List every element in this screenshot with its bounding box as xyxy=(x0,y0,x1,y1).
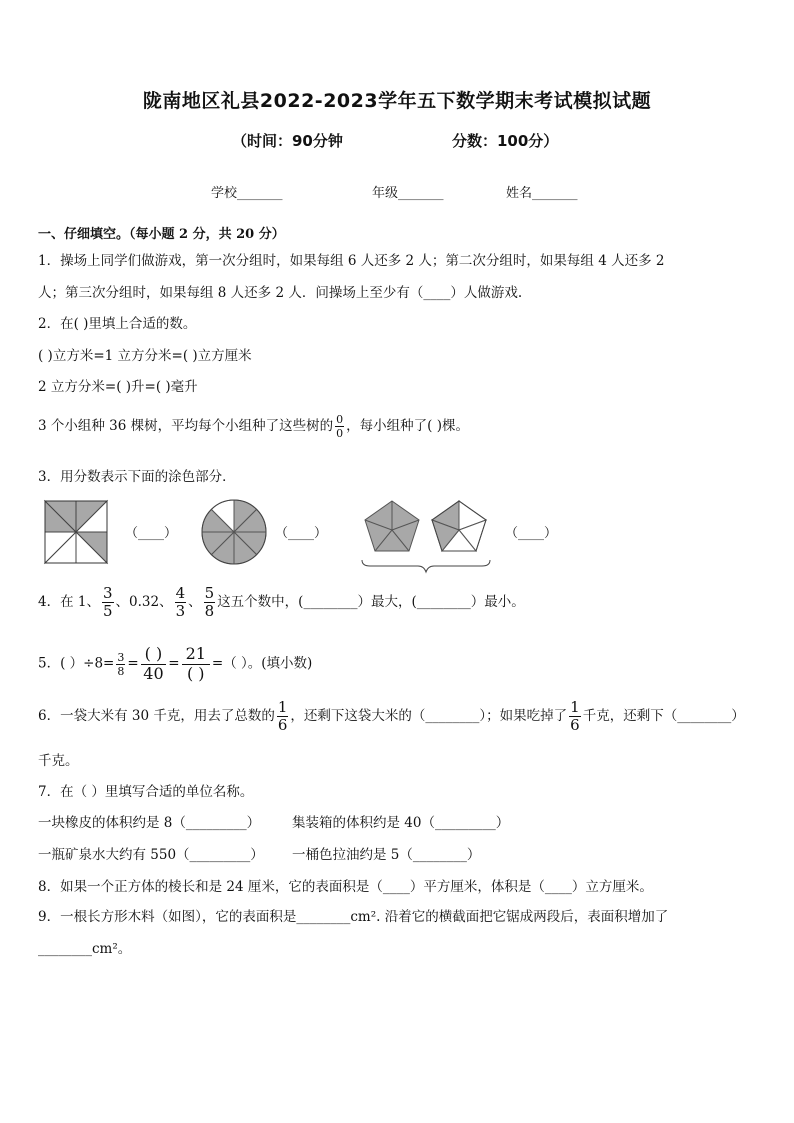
question-2-line-3: 2 立方分米=( )升=( )毫升 xyxy=(38,379,198,395)
q5-text-pre: 5．( ）÷8= xyxy=(38,655,115,672)
fraction-denominator: 0 xyxy=(336,427,344,440)
q4-fraction-2 xyxy=(175,586,187,619)
fraction-numerator: 3 xyxy=(102,584,113,602)
fraction-denominator: 8 xyxy=(204,602,215,620)
question-7-item-b: 集装箱的体积约是 40（_________） xyxy=(292,815,510,831)
question-2-line-4 xyxy=(38,414,469,439)
square-figure xyxy=(45,501,107,563)
name-field[interactable]: 姓名_______ xyxy=(506,186,578,201)
question-6-line-2: 千克。 xyxy=(38,753,79,769)
question-2-line-2: ( )立方米=1 立方分米=( )立方厘米 xyxy=(38,348,252,364)
fraction-denominator: 6 xyxy=(570,716,580,734)
fraction-numerator: 4 xyxy=(175,584,186,602)
q5-equals-2: = xyxy=(168,655,180,672)
q3-blank-1: （____） xyxy=(125,526,178,541)
fraction-denominator: 6 xyxy=(277,716,288,734)
question-6-line-1 xyxy=(38,700,745,733)
q4-text-pre: 4．在 1、 xyxy=(38,594,100,610)
question-7-item-a: 一块橡皮的体积约是 8（_________） xyxy=(38,815,261,831)
q3-blank-3: （____） xyxy=(505,526,558,541)
question-3-figures xyxy=(38,494,778,574)
q5-text-post: =（ ）。(填小数) xyxy=(211,655,313,672)
fraction-numerator: 3 xyxy=(117,650,125,664)
question-1-line-2: 人；第三次分组时，如果每组 8 人还多 2 人．问操场上至少有（____）人做游戏. xyxy=(38,285,523,301)
circle-figure xyxy=(202,500,266,564)
question-5 xyxy=(38,646,312,682)
q5-fraction-3 xyxy=(182,646,210,682)
q5-fraction-2 xyxy=(141,646,167,682)
q4-text-mid-2: 、 xyxy=(188,594,202,610)
q5-equals-1: = xyxy=(127,655,139,672)
question-9-line-2: ________cm²。 xyxy=(38,941,132,957)
fraction-numerator: 21 xyxy=(182,646,210,665)
fraction-denominator: 8 xyxy=(117,664,125,678)
q2-text-post: ，每小组种了( )棵。 xyxy=(346,418,469,434)
q4-text-mid-1: 、0.32、 xyxy=(115,594,173,610)
q2-text-pre: 3 个小组种 36 棵树，平均每个小组种了这些树的 xyxy=(38,418,334,434)
fraction-denominator: 40 xyxy=(143,664,164,683)
q6-text-pre: 6．一袋大米有 30 千克，用去了总数的 xyxy=(38,708,275,724)
q4-fraction-3 xyxy=(204,586,216,619)
q4-text-post: 这五个数中，(________）最大，(________）最小。 xyxy=(217,594,525,610)
question-7-item-d: 一桶色拉油约是 5（________） xyxy=(292,847,481,863)
fraction-numerator: 5 xyxy=(204,584,215,602)
school-field[interactable]: 学校_______ xyxy=(211,186,283,201)
question-1-line-1: 1．操场上同学们做游戏，第一次分组时，如果每组 6 人还多 2 人；第二次分组时，如果每组 4 人还多 2 xyxy=(38,253,665,269)
brace-mark xyxy=(362,560,490,572)
fraction-numerator: 0 xyxy=(336,413,344,426)
grade-field[interactable]: 年级_______ xyxy=(372,186,444,201)
question-2-line-1: 2．在( )里填上合适的数。 xyxy=(38,316,197,332)
fraction-denominator: 5 xyxy=(102,602,113,620)
q3-blank-2: （____） xyxy=(275,526,328,541)
q6-text-post: 千克，还剩下（________） xyxy=(582,708,745,724)
fraction-numerator: 1 xyxy=(277,698,288,716)
q4-fraction-1 xyxy=(102,586,114,619)
question-9-line-1: 9．一根长方形木料（如图），它的表面积是________cm². 沿着它的横截面把它锯成两段后，表面积增加了 xyxy=(38,909,669,925)
pentagon-figure-1 xyxy=(365,501,419,551)
page-title: 陇南地区礼县2022-2023学年五下数学期末考试模拟试题 xyxy=(142,90,652,112)
fraction-numerator: ( ) xyxy=(141,646,167,665)
q6-fraction-1 xyxy=(277,700,289,733)
exam-time: （时间：90分钟 xyxy=(232,132,343,150)
q2-fraction xyxy=(335,414,344,439)
fraction-denominator: ( ) xyxy=(186,664,205,683)
question-7-line-1: 7．在（ ）里填写合适的单位名称。 xyxy=(38,784,254,800)
exam-score: 分数：100分） xyxy=(452,132,559,150)
q6-fraction-2 xyxy=(569,700,581,733)
fraction-denominator: 3 xyxy=(175,602,186,620)
q6-text-mid: ，还剩下这袋大米的（________）；如果吃掉了 xyxy=(290,708,568,724)
pentagon-figure-2 xyxy=(432,501,486,551)
question-4 xyxy=(38,586,525,619)
question-8: 8．如果一个正方体的棱长和是 24 厘米，它的表面积是（____）平方厘米，体积是（____）立方厘米。 xyxy=(38,879,653,895)
section-heading: 一、仔细填空。（每小题 2 分，共 20 分） xyxy=(38,227,285,242)
q5-fraction-1 xyxy=(116,652,125,677)
question-3-text: 3．用分数表示下面的涂色部分． xyxy=(38,469,236,485)
fraction-numerator: 1 xyxy=(570,698,580,716)
question-7-item-c: 一瓶矿泉水大约有 550（_________） xyxy=(38,847,264,863)
